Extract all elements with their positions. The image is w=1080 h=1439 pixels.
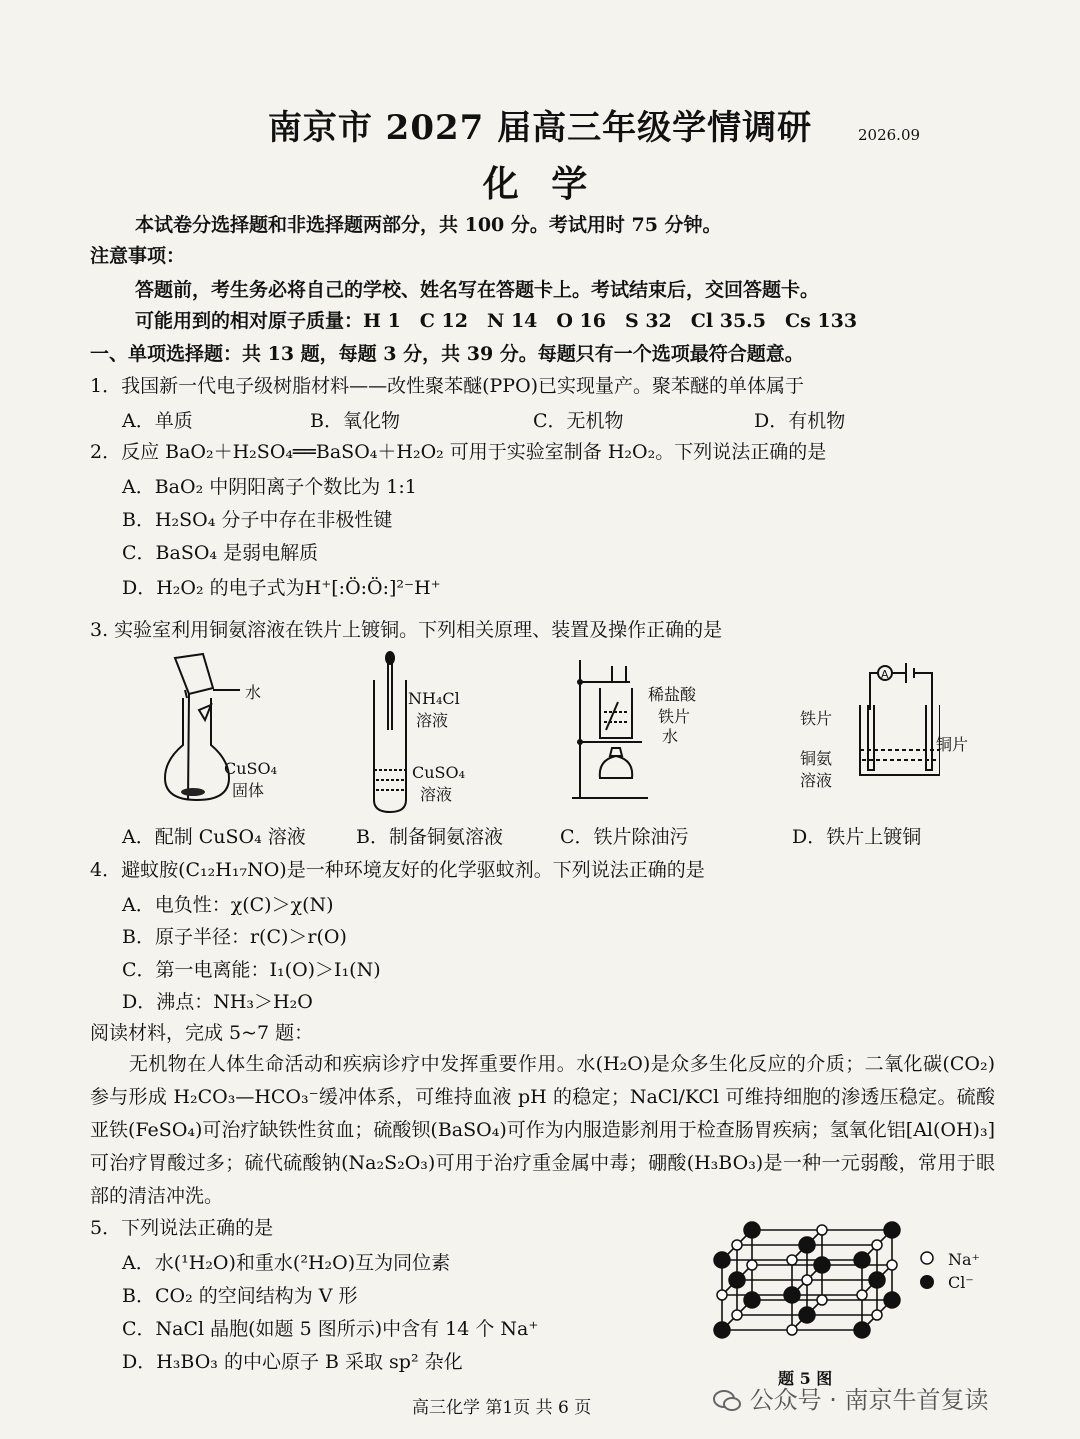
q1-stem: 1．我国新一代电子级树脂材料——改性聚苯醚(PPO)已实现量产。聚苯醚的单体属于 bbox=[90, 375, 805, 397]
reading-heading: 阅读材料，完成 5~7 题： bbox=[90, 1022, 314, 1044]
na-ion bbox=[787, 1325, 797, 1335]
watermark-text: 公众号 · 南京牛首复读 bbox=[749, 1386, 989, 1414]
q3-stem: 3. 实验室利用铜氨溶液在铁片上镀铜。下列相关原理、装置及操作正确的是 bbox=[90, 619, 723, 641]
cl-ion bbox=[714, 1252, 730, 1268]
flask-water-label: 水 bbox=[245, 683, 262, 702]
q4-option-d: D．沸点：NH₃＞H₂O bbox=[122, 991, 313, 1013]
flask-solid-label-1: CuSO₄ bbox=[224, 759, 278, 778]
cl-ion bbox=[814, 1257, 830, 1273]
cell-copper-label: 铜片 bbox=[936, 735, 969, 754]
q2-option-c: C．BaSO₄ 是弱电解质 bbox=[122, 542, 319, 564]
water-label: 水 bbox=[662, 727, 679, 746]
q3-option-c: C．铁片除油污 bbox=[560, 826, 689, 848]
q5-option-c: C．NaCl 晶胞(如题 5 图所示)中含有 14 个 Na⁺ bbox=[122, 1318, 539, 1340]
q2-option-b: B．H₂SO₄ 分子中存在非极性键 bbox=[122, 509, 393, 531]
q3-option-d: D．铁片上镀铜 bbox=[792, 826, 922, 848]
acid-label: 稀盐酸 bbox=[648, 685, 697, 704]
cl-ion bbox=[884, 1222, 900, 1238]
q2-option-a: A．BaO₂ 中阴阳离子个数比为 1:1 bbox=[122, 476, 417, 498]
na-ion bbox=[732, 1310, 742, 1320]
volumetric-flask-diagram bbox=[155, 650, 305, 810]
cl-ion bbox=[784, 1287, 800, 1303]
watermark bbox=[712, 1380, 989, 1415]
na-legend-marker bbox=[921, 1252, 933, 1264]
q5-stem: 5．下列说法正确的是 bbox=[90, 1217, 274, 1239]
q4-stem: 4．避蚊胺(C₁₂H₁₇NO)是一种环境友好的化学驱蚊剂。下列说法正确的是 bbox=[90, 859, 705, 881]
tube-cuso4-label-2: 溶液 bbox=[420, 785, 453, 804]
cl-ion bbox=[799, 1307, 815, 1323]
q1-option-a: A．单质 bbox=[122, 410, 193, 432]
tube-nh4cl-label-2: 溶液 bbox=[416, 711, 449, 730]
na-ion bbox=[747, 1260, 757, 1270]
iron-plate-label: 铁片 bbox=[658, 707, 691, 726]
cell-solution-label-2: 溶液 bbox=[800, 771, 833, 790]
notice-line: 答题前，考生务必将自己的学校、姓名写在答题卡上。考试结束后，交回答题卡。 bbox=[135, 279, 820, 301]
na-ion bbox=[787, 1255, 797, 1265]
q4-option-a: A．电负性：χ(C)＞χ(N) bbox=[122, 894, 334, 916]
tube-nh4cl-label-1: NH₄Cl bbox=[408, 689, 460, 708]
cl-ion bbox=[854, 1252, 870, 1268]
q3-option-b: B．制备铜氨溶液 bbox=[356, 826, 503, 848]
q5-option-d: D．H₃BO₃ 的中心原子 B 采取 sp² 杂化 bbox=[122, 1351, 463, 1373]
na-ion bbox=[717, 1290, 727, 1300]
electroplating-cell-diagram bbox=[840, 655, 940, 785]
cl-ion bbox=[854, 1322, 870, 1338]
na-ion bbox=[857, 1290, 867, 1300]
ammeter-label: A bbox=[881, 668, 889, 681]
q4-option-b: B．原子半径：r(C)＞r(O) bbox=[122, 926, 347, 948]
exam-subject: 化 学 bbox=[482, 163, 598, 205]
q2-stem: 2．反应 BaO₂＋H₂SO₄══BaSO₄＋H₂O₂ 可用于实验室制备 H₂O₂。下列说法正确的是 bbox=[90, 441, 827, 463]
cl-ion bbox=[869, 1272, 885, 1288]
exam-title: 南京市 2027 届高三年级学情调研 bbox=[267, 108, 813, 148]
legend-cl-label: Cl⁻ bbox=[948, 1273, 974, 1292]
notice-heading: 注意事项： bbox=[90, 245, 186, 267]
na-ion bbox=[887, 1260, 897, 1270]
reading-passage: 无机物在人体生命活动和疾病诊疗中发挥重要作用。水(H₂O)是众多生化反应的介质；二氧化碳(CO₂)参与形成 H₂CO₃—HCO₃⁻缓冲体系，可维持血液 pH 的稳定；NaCl/KCl 可维持细胞的渗透压稳定。硫酸亚铁(FeSO₄)可治疗缺铁性贫血；硫酸钡(BaSO₄)可作为内服造影剂用于检查肠胃疾病；氢氧化铝[Al(OH)₃]可治疗胃酸过多；硫代硫酸钠(Na₂S₂O₃)可用于治疗重金属中毒；硼酸(H₃BO₃)是一种一元弱酸，常用于眼部的清洁冲洗。 bbox=[90, 1053, 995, 1207]
legend-na-label: Na⁺ bbox=[948, 1250, 980, 1269]
q2-option-d bbox=[122, 573, 441, 600]
figure-caption: 题 5 图 bbox=[778, 1369, 833, 1388]
na-ion bbox=[817, 1295, 827, 1305]
na-ion bbox=[872, 1240, 882, 1250]
na-ion bbox=[817, 1225, 827, 1235]
flask-solid-label-2: 固体 bbox=[232, 781, 265, 800]
cl-ion bbox=[744, 1292, 760, 1308]
page-footer: 高三化学 第1页 共 6 页 bbox=[412, 1398, 592, 1418]
intro-text: 本试卷分选择题和非选择题两部分，共 100 分。考试用时 75 分钟。 bbox=[135, 214, 722, 236]
atomic-mass-line: 可能用到的相对原子质量：H 1 C 12 N 14 O 16 S 32 Cl 35.5 Cs 133 bbox=[135, 310, 858, 332]
nacl-unit-cell-diagram bbox=[710, 1190, 920, 1360]
cl-ion bbox=[799, 1237, 815, 1253]
q5-option-a: A．水(¹H₂O)和重水(²H₂O)互为同位素 bbox=[122, 1252, 451, 1274]
tube-cuso4-label-1: CuSO₄ bbox=[412, 763, 466, 782]
exam-date: 2026.09 bbox=[858, 126, 921, 144]
cell-solution-label-1: 铜氨 bbox=[800, 749, 833, 768]
q5-option-b: B．CO₂ 的空间结构为 V 形 bbox=[122, 1285, 358, 1307]
heating-stand-diagram bbox=[570, 660, 650, 805]
wechat-icon bbox=[712, 1388, 742, 1414]
legend-markers bbox=[918, 1250, 938, 1295]
cl-ion bbox=[714, 1322, 730, 1338]
q4-option-c: C．第一电离能：I₁(O)＞I₁(N) bbox=[122, 959, 381, 981]
cl-ion bbox=[729, 1272, 745, 1288]
q1-option-c: C．无机物 bbox=[533, 410, 624, 432]
test-tube-diagram bbox=[368, 650, 418, 815]
cl-ion bbox=[744, 1222, 760, 1238]
na-ion bbox=[732, 1240, 742, 1250]
cell-iron-label: 铁片 bbox=[800, 709, 833, 728]
na-ion bbox=[802, 1275, 812, 1285]
cl-legend-marker bbox=[920, 1275, 934, 1289]
q1-option-b: B．氧化物 bbox=[310, 410, 400, 432]
section-heading: 一、单项选择题：共 13 题，每题 3 分，共 39 分。每题只有一个选项最符合题意。 bbox=[90, 343, 804, 365]
q2-option-d-prefix: D．H₂O₂ 的电子式为 bbox=[122, 577, 305, 599]
q1-option-d: D．有机物 bbox=[754, 410, 846, 432]
electron-formula: H⁺[:Ö:Ö:]²⁻H⁺ bbox=[304, 577, 441, 599]
na-ion bbox=[872, 1310, 882, 1320]
cl-ion bbox=[884, 1292, 900, 1308]
q3-option-a: A．配制 CuSO₄ 溶液 bbox=[122, 826, 306, 848]
